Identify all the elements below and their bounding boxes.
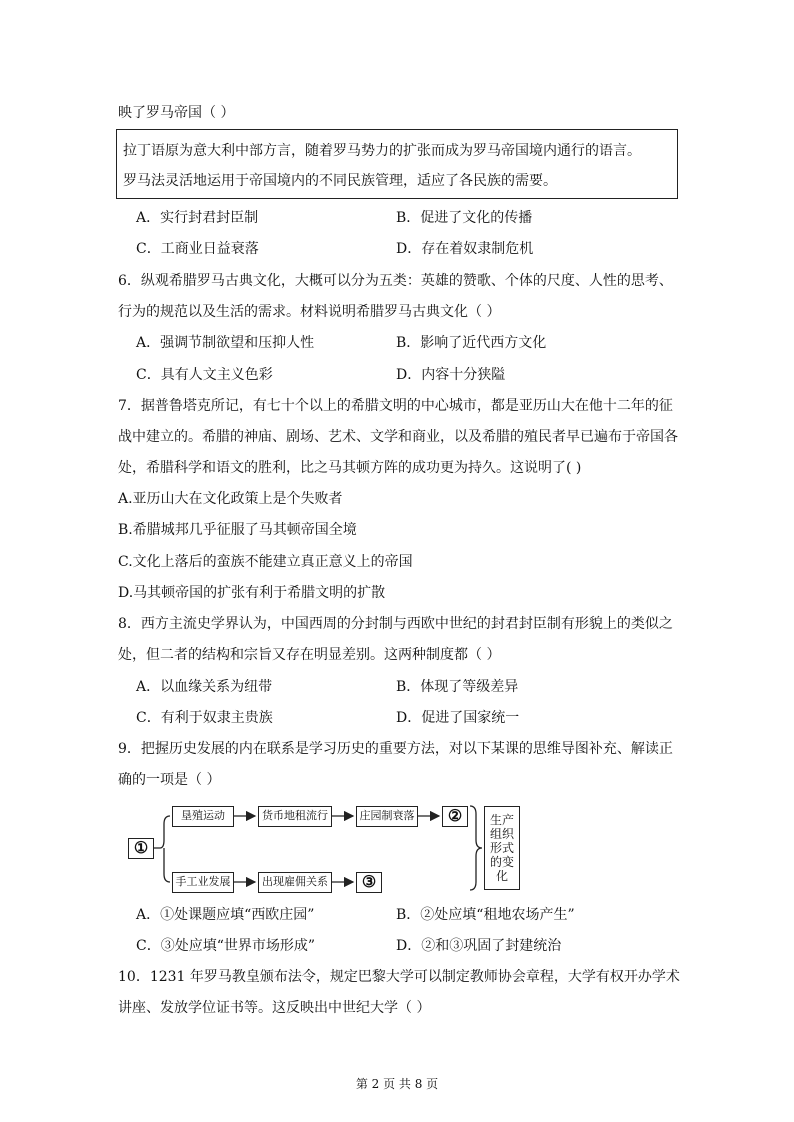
q9-option-a: A．①处课题应填“西欧庄园”: [136, 907, 315, 923]
q6-option-c: C．具有人文主义色彩: [136, 367, 273, 383]
q9-stem-2: 确的一项是（ ）: [118, 772, 221, 788]
q7-stem-3: 处，希腊科学和语文的胜利，比之马其顿方阵的成功更为持久。这说明了( ): [118, 460, 582, 476]
node-2: ②: [442, 806, 468, 827]
line-q5-stem-end: 映了罗马帝国（ ）: [118, 105, 235, 121]
q6-option-a: A．强调节制欲望和压抑人性: [136, 335, 315, 351]
q9-stem-1: 9．把握历史发展的内在联系是学习历史的重要方法，对以下某课的思维导图补充、解读正: [118, 741, 673, 757]
material-box: [116, 129, 678, 199]
q5-option-b: B．促进了文化的传播: [396, 210, 533, 226]
q6-stem-1: 6．纵观希腊罗马古典文化，大概可以分为五类：英雄的赞歌、个体的尺度、人性的思考、: [118, 273, 673, 289]
q10-stem-1: 10．1231 年罗马教皇颁布法令，规定巴黎大学可以制定教师协会章程，大学有权开办学术: [118, 969, 680, 985]
q7-option-c: C.文化上落后的蛮族不能建立真正意义上的帝国: [118, 554, 413, 570]
q8-option-a: A．以血缘关系为纽带: [136, 679, 273, 695]
q6-stem-2: 行为的规范以及生活的需求。材料说明希腊罗马古典文化（ ）: [118, 304, 501, 320]
q8-option-c: C．有利于奴隶主贵族: [136, 710, 273, 726]
q8-option-b: B．体现了等级差异: [396, 679, 519, 695]
node-production-form: 生产组织形式的变化: [484, 806, 520, 890]
q5-option-c: C．工商业日益衰落: [136, 241, 259, 257]
q9-option-d: D．②和③巩固了封建统治: [396, 938, 562, 954]
node-3: ③: [356, 872, 382, 893]
page-footer: 第 2 页 共 8 页: [355, 1077, 439, 1091]
node-manor-decline: 庄园制衰落: [356, 806, 418, 827]
q5-option-d: D．存在着奴隶制危机: [396, 241, 534, 257]
q6-option-b: B．影响了近代西方文化: [396, 335, 547, 351]
q7-option-b: B.希腊城邦几乎征服了马其顿帝国全境: [118, 522, 357, 538]
q9-option-b: B．②处应填“租地农场产生”: [396, 907, 575, 923]
q7-option-a: A.亚历山大在文化政策上是个失败者: [118, 491, 343, 507]
q7-option-d: D.马其顿帝国的扩张有利于希腊文明的扩散: [118, 585, 386, 601]
node-employment: 出现雇佣关系: [258, 872, 332, 893]
material-line-1: 拉丁语原为意大利中部方言，随着罗马势力的扩张而成为罗马帝国境内通行的语言。: [123, 143, 641, 159]
right-brace: [470, 806, 482, 890]
node-land-reclamation: 垦殖运动: [172, 806, 234, 827]
node-money-rent: 货币地租流行: [258, 806, 332, 827]
q10-stem-2: 讲座、发放学位证书等。这反映出中世纪大学（ ）: [118, 1000, 431, 1016]
q5-option-a: A．实行封君封臣制: [136, 210, 259, 226]
q8-option-d: D．促进了国家统一: [396, 710, 520, 726]
branch-top-curve: [154, 816, 170, 848]
q8-stem-2: 处，但二者的结构和宗旨又存在明显差别。这两种制度都（ ）: [118, 647, 501, 663]
q9-option-c: C．③处应填“世界市场形成”: [136, 938, 316, 954]
q7-stem-1: 7．据普鲁塔克所记，有七十个以上的希腊文明的中心城市，都是亚历山大在他十二年的征: [118, 398, 673, 414]
q6-option-d: D．内容十分狭隘: [396, 367, 506, 383]
node-1: ①: [128, 838, 154, 859]
branch-bottom-curve: [164, 848, 170, 882]
node-handicraft: 手工业发展: [172, 872, 234, 893]
material-line-2: 罗马法灵活地运用于帝国境内的不同民族管理，适应了各民族的需要。: [123, 173, 557, 189]
q7-stem-2: 战中建立的。希腊的神庙、剧场、艺术、文学和商业，以及希腊的殖民者早已遍布于帝国各: [118, 429, 678, 445]
q8-stem-1: 8．西方主流史学界认为，中国西周的分封制与西欧中世纪的封君封臣制有形貌上的类似之: [118, 616, 673, 632]
mind-map: [124, 796, 524, 896]
